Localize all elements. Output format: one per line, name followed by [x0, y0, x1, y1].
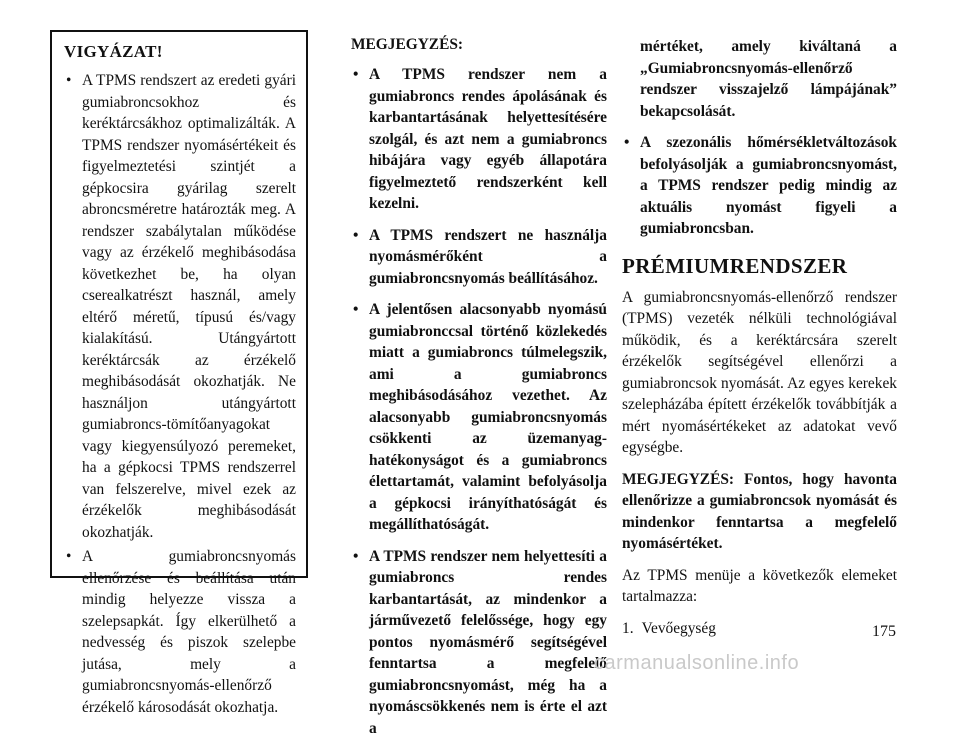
note-item-text: A TPMS rendszer nem helyettesíti a gumiabroncs rendes karbantartását, az mindenkor a járművezető felelőssége, hogy egy pontos nyomásmérő segítségével fenntartsa a megfelelő gumiabroncsnyomást, még ha a nyomáscsökkenés nem is érte el azt a: [369, 547, 607, 737]
caution-item: [64, 70, 296, 543]
section-heading: PRÉMIUMRENDSZER: [622, 253, 848, 278]
list-item-number: 1.: [622, 619, 634, 637]
bullet-icon: •: [353, 301, 359, 318]
middle-column: [351, 36, 607, 749]
caution-item-text: A gumiabroncsnyomás ellenőrzése és beállítása után mindig helyezze vissza a szelepsapkát. Így elkerülhető a nedvesség és piszok szelepbe jutása, mely a gumiabroncsnyomás-ellenőrző érzékelő károsodását okozhatja.: [82, 548, 296, 716]
premium-paragraph: A gumiabroncsnyomás-ellenőrző rendszer (TPMS) vezeték nélküli technológiával működik, és a keréktárcsára szerelt érzékelők segítségével ellenőrzi a gumiabroncsok nyomását. Az egyes kerekek szelepházába épített érzékelők továbbítják a mért nyomásértékeket az adatokat vevő egységbe.: [622, 288, 897, 456]
bullet-icon: •: [353, 226, 359, 244]
list-item: [622, 618, 897, 640]
bullet-icon: •: [66, 548, 72, 565]
note-item: [351, 225, 607, 290]
caution-title: VIGYÁZAT!: [64, 42, 163, 61]
list-item-text: Vevőegység: [641, 619, 716, 637]
note-item-continuation: mértéket, amely kiváltaná a „Gumiabroncsnyomás-ellenőrző rendszer visszajelző lámpájának” bekapcsolását.: [640, 38, 897, 120]
menu-intro: Az TPMS menüje a következők elemeket tartalmazza:: [622, 566, 897, 605]
right-column: [622, 36, 897, 639]
note-item: [351, 299, 607, 536]
note-title: MEGJEGYZÉS:: [351, 36, 464, 53]
page-number: 175: [872, 623, 896, 640]
caution-item: [64, 546, 296, 718]
bullet-icon: •: [353, 66, 359, 83]
note-item: [351, 64, 607, 215]
watermark: carmanualsonline.info: [594, 652, 800, 674]
bullet-icon: •: [353, 547, 359, 565]
note-item-text: A TPMS rendszer nem a gumiabroncs rendes ápolásának és karbantartásának helyettesítésére szolgál, és azt nem a gumiabroncs hibájára vagy egyéb állapotára figyelmeztető rendszerként kell kezelni.: [369, 66, 607, 212]
note-item-text: A jelentősen alacsonyabb nyomású gumiabronccsal történő közlekedés miatt a gumiabroncs túlmelegszik, ami a gumiabroncs meghibásodásához vezethet. Az alacsonyabb gumiabroncsnyomás csökkenti az üzemanyag-hatékonyságot és a gumiabroncs élettartamát, valamint befolyásolja a gépkocsi irányíthatóságát és megállíthatóságát.: [369, 301, 607, 533]
note-item-text: A TPMS rendszert ne használja nyomásmérőként a gumiabroncsnyomás beállításához.: [369, 226, 607, 287]
caution-item-text: A TPMS rendszert az eredeti gyári gumiabroncsokhoz és keréktárcsákhoz optimalizálták. A TPMS rendszer nyomásértékeit és figyelmeztetési szintjét a gépkocsira gyárilag szerelt abroncsméretre határozták meg. A rendszer szabálytalan működése vagy az érzékelő meghibásodása következhet be, ha olyan cserealkatrészt használ, amely eltérő méretű, típusú és/vagy kialakítású. Utángyártott keréktárcsák az érzékelő meghibásodását okozhatják. Ne használjon utángyártott gumiabroncs-tömítőanyagokat vagy kiegyensúlyozó peremeket, ha a gépkocsi TPMS rendszerrel van felszerelve, mivel ezek az érzékelők meghibásodását okozhatják.: [82, 72, 296, 541]
note-item: [622, 132, 897, 240]
bullet-icon: •: [66, 72, 72, 89]
note-item: [351, 546, 607, 740]
bullet-icon: •: [624, 134, 630, 151]
note2-paragraph: MEGJEGYZÉS: Fontos, hogy havonta ellenőrizze a gumiabroncsok nyomását és mindenkor fenntartsa a megfelelő nyomásértéket.: [622, 470, 897, 552]
note-item-text: A szezonális hőmérsékletváltozások befolyásolják a gumiabroncsnyomást, a TPMS rendszer pedig mindig az aktuális nyomást figyeli a gumiabroncsban.: [640, 134, 897, 237]
caution-box: [50, 30, 308, 716]
